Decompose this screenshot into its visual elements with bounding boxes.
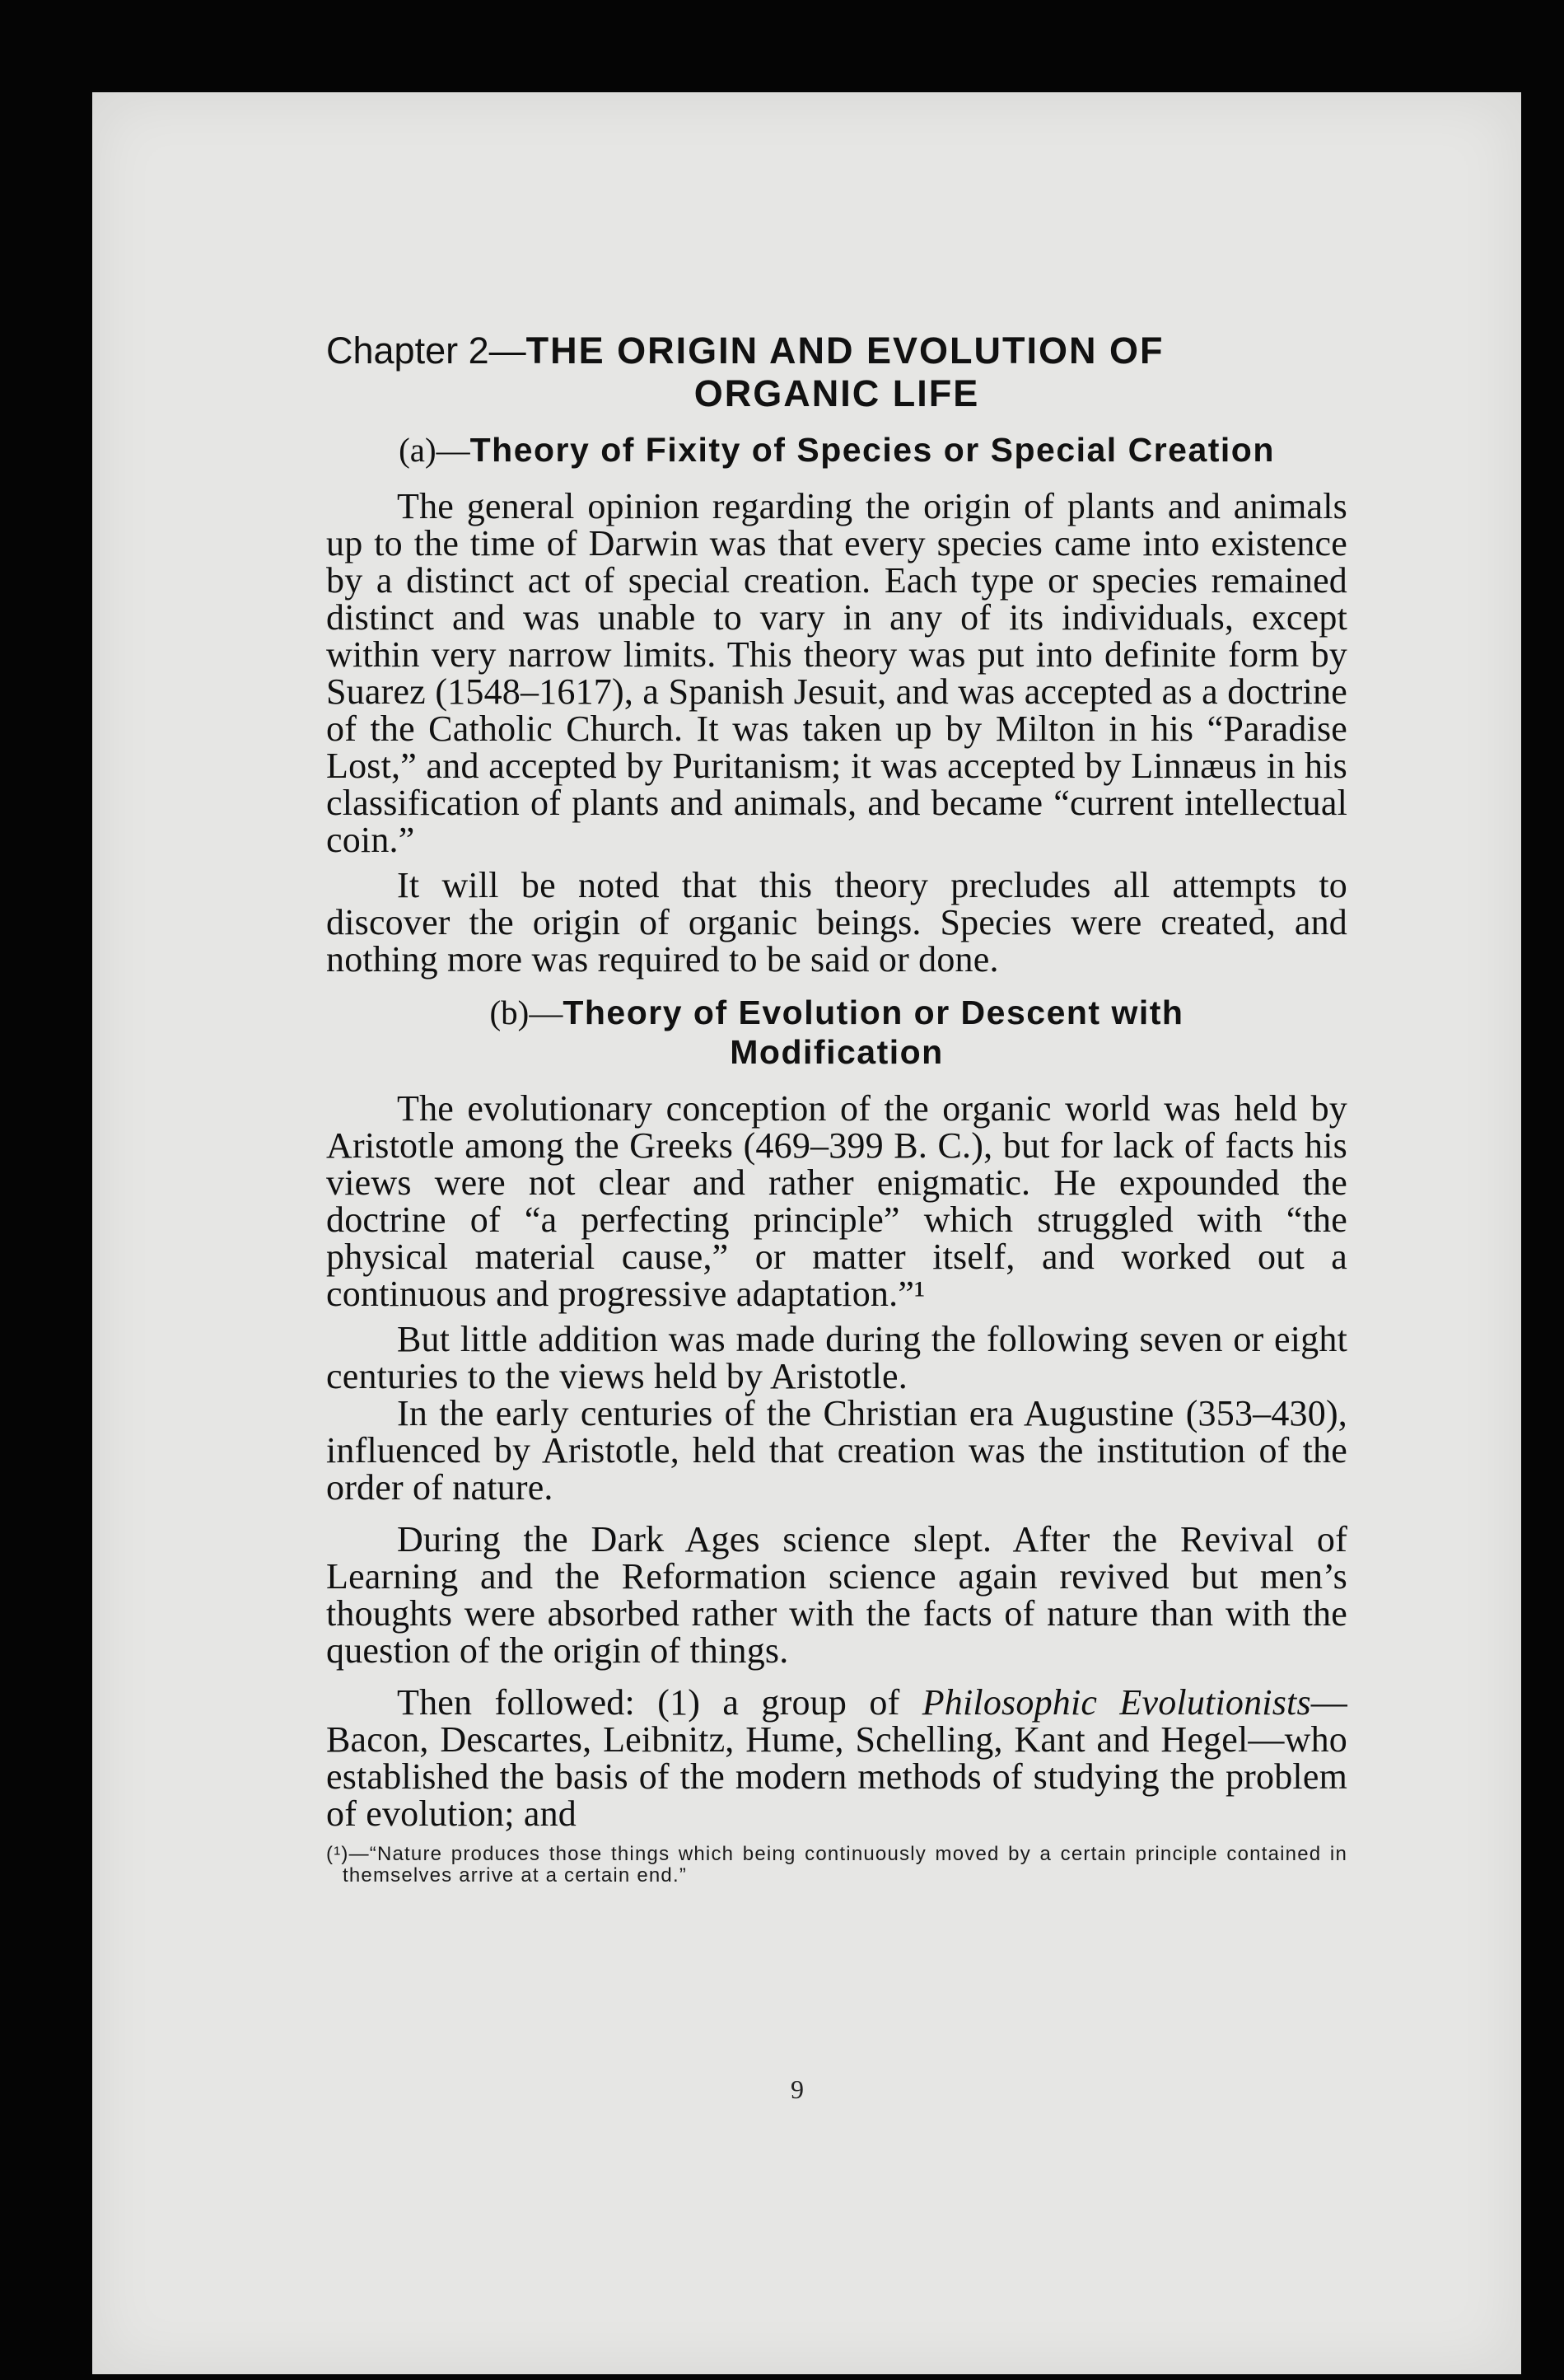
section-a-paragraph-1: The general opinion regarding the origin of plants and animals up to the time of Darwin was that every species came into existence by a distinct act of special creation. Each type or species remained distinct and was unable to vary in any of its individuals, except within very narrow limits. This theory was put into definite form by Suarez (1548–1617), a Spanish Jesuit, and was accepted as a doctrine of the Catholic Church. It was taken up by Milton in his “Paradise Lost,” and accepted by Puritanism; it was accepted by Linnæus in his classification of plants and animals, and became “current intellectual coin.” <box>326 486 1347 860</box>
section-b-paragraph-3: In the early centuries of the Christian era Augustine (353–430), influenced by Aristotle, held that creation was the institution of the order of nature. <box>326 1393 1347 1508</box>
chapter-title-line2: ORGANIC LIFE <box>693 372 980 414</box>
chapter-title <box>326 330 1347 415</box>
paragraph-5-after: —Bacon, Descartes, Leibnitz, Hume, Schelling, Kant and Hegel—who established the basis of the modern methods of studying the problem of evolution; and <box>326 1682 1347 1834</box>
footnote: (¹)—“Nature produces those things which being continuously moved by a certain principle contained in themselves arrive at a certain end.” <box>326 1843 1347 1887</box>
section-b-heading <box>326 993 1347 1072</box>
paragraph-5-italic: Philosophic Evolutionists <box>922 1682 1311 1723</box>
section-b-paragraph-2: But little addition was made during the following seven or eight centuries to the views held by Aristotle. <box>326 1319 1347 1396</box>
section-b-title: Theory of Evolution or Descent with Modification <box>563 994 1184 1071</box>
page-number: 9 <box>791 2074 804 2104</box>
section-a-paragraph-2: It will be noted that this theory precludes all attempts to discover the origin of organic beings. Species were created, and nothing more was required to be said or done. <box>326 865 1347 980</box>
section-b-paragraph-1: The evolutionary conception of the organic world was held by Aristotle among the Greeks (469–399 B. C.), but for lack of facts his views were not clear and rather enigmatic. He expounded the doctrine of “a perfecting principle” which struggled with “the physical material cause,” or matter itself, and worked out a continuous and progressive adaptation.”¹ <box>326 1088 1347 1314</box>
section-a-heading <box>326 430 1347 470</box>
section-a-title: Theory of Fixity of Species or Special Creation <box>469 431 1275 469</box>
chapter-title-text: THE ORIGIN AND EVOLUTION OF <box>525 330 1165 372</box>
section-a-label: (a)— <box>399 431 470 469</box>
section-b-paragraph-4: During the Dark Ages science slept. After the Revival of Learning and the Reformation science again revived but men’s thoughts were absorbed rather with the facts of nature than with the question of the origin of things. <box>326 1519 1347 1671</box>
chapter-prefix: Chapter 2— <box>326 330 526 372</box>
page-text <box>326 330 1347 1887</box>
paragraph-5-before: Then followed: (1) a group of <box>397 1682 922 1723</box>
section-b-paragraph-5 <box>326 1684 1347 1832</box>
section-b-label: (b)— <box>489 994 563 1031</box>
chapter-title-line1 <box>326 330 1347 372</box>
